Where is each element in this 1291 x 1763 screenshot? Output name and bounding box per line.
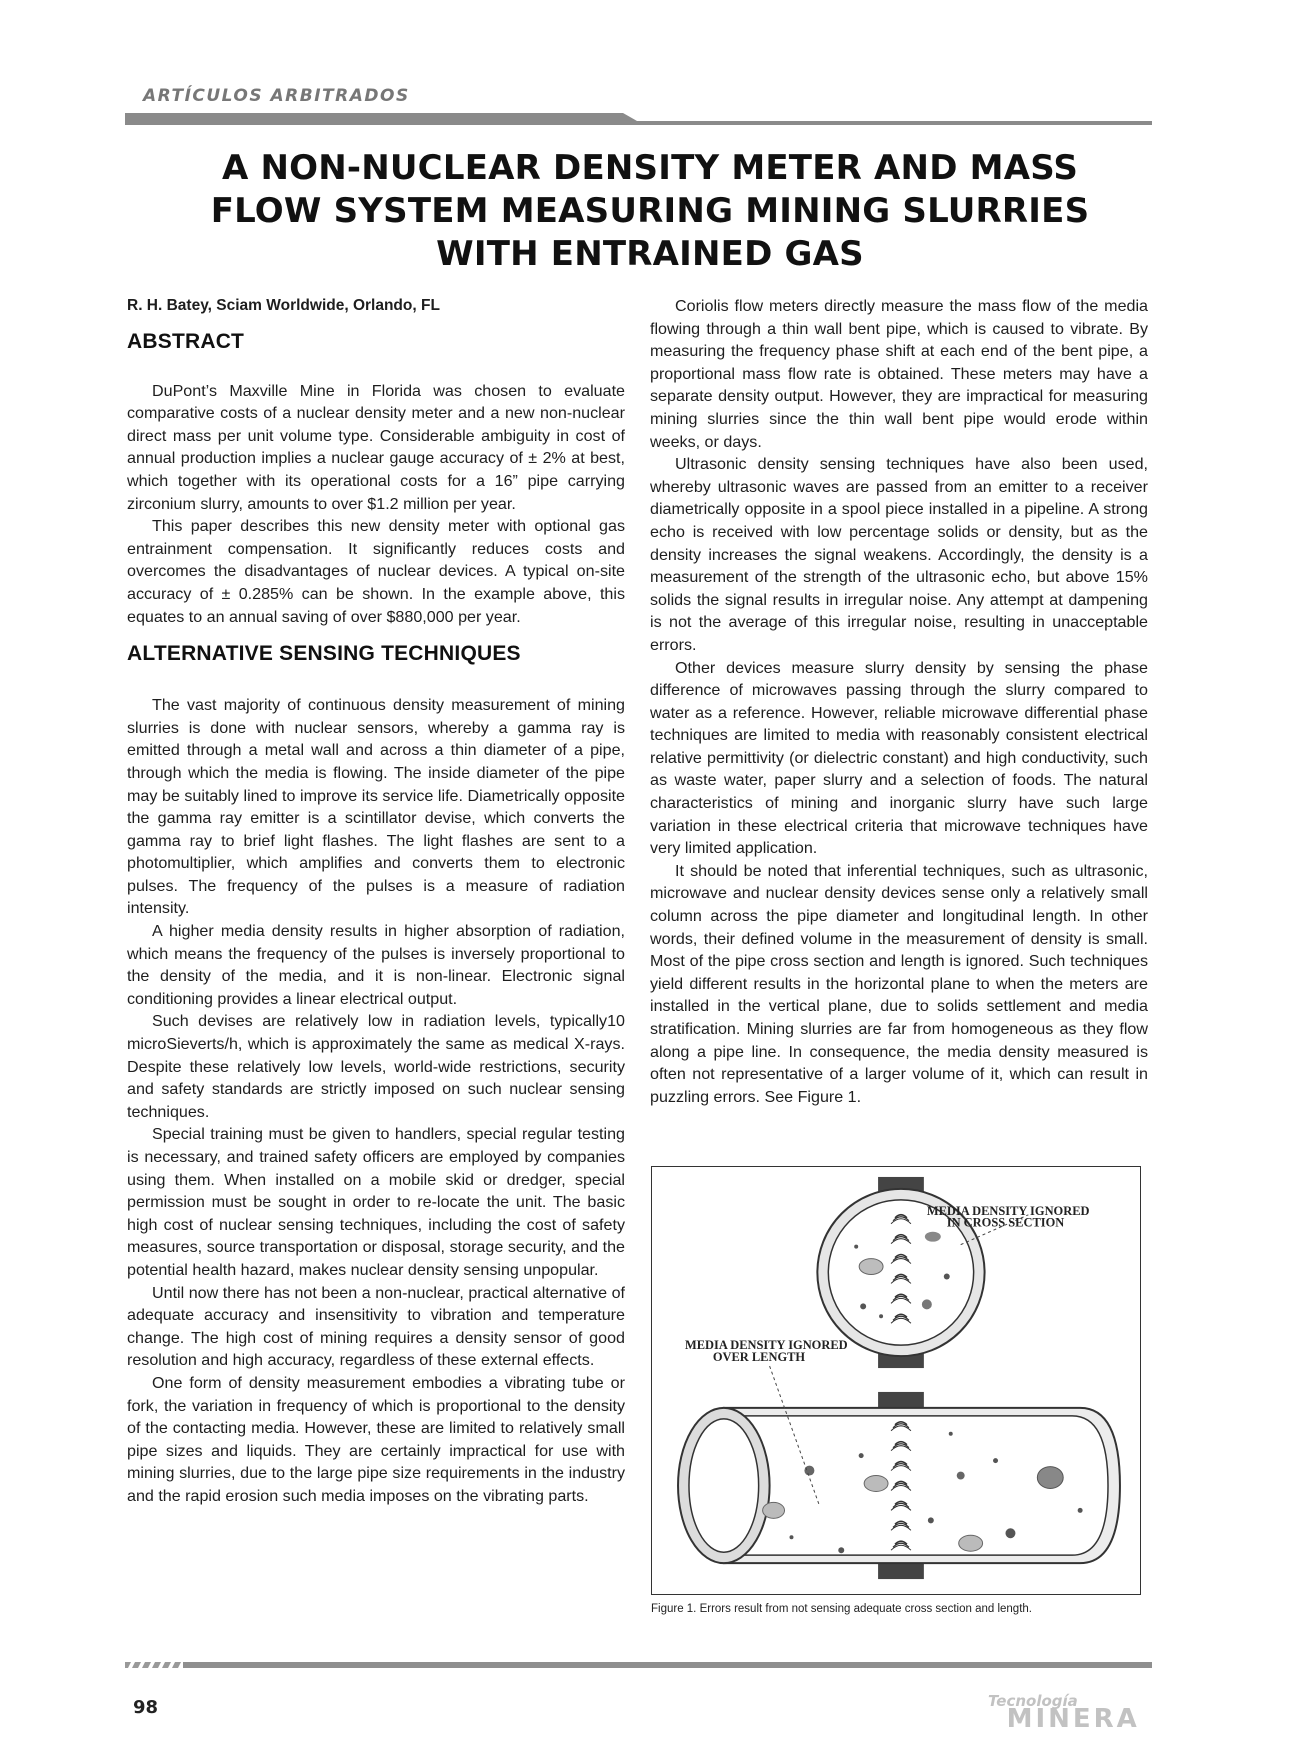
footer-rule <box>125 1660 1152 1670</box>
section-heading: ALTERNATIVE SENSING TECHNIQUES <box>127 642 521 666</box>
body-paragraph: The vast majority of continuous density measurement of mining slurries is done with nuclear sensors, whereby a gamma ray is emitted through a metal wall and across a thin diameter of a pipe, through which the media is flowing. The inside diameter of the pipe may be suitably lined to improve its service life. Diametrically opposite the gamma ray emitter is a scintillator devise, which converts the gamma ray to brief light flashes. The light flashes are sent to a photomultiplier, which amplifies and converts them to electronic pulses. The frequency of the pulses is a measure of radiation intensity. <box>127 696 625 918</box>
magazine-logo <box>988 1694 1140 1732</box>
body-paragraph: One form of density measurement embodies a vibrating tube or fork, the variation in frequency of which is proportional to the density of the contacting media. However, these are limited to relatively small pipe sizes and liquids. They are certainly impractical for use with mining slurries, due to the large pipe size requirements in the industry and the rapid erosion such media imposes on the vibrating parts. <box>127 1373 625 1505</box>
body-paragraph: Coriolis flow meters directly measure the mass flow of the media flowing through a thin wall bent pipe, which is caused to vibrate. By measuring the frequency phase shift at each end of the bent pipe, a proportional mass flow rate is obtained. These meters may have a separate density output. However, they are impractical for measuring mining slurries since the thin wall bent pipe would erode within weeks, or days. <box>650 297 1148 451</box>
byline: R. H. Batey, Sciam Worldwide, Orlando, FL <box>127 297 440 314</box>
body-paragraph: It should be noted that inferential techniques, such as ultrasonic, microwave and nuclear density devices sense only a relatively small column across the pipe diameter and longitudinal length. In other words, their defined volume in the measurement of density is small. Most of the pipe cross section and length is ignored. Such techniques yield different results in the horizontal plane to when the meters are installed in the vertical plane, due to solids settlement and media stratification. Mining slurries are far from homogeneous as they flow along a pipe line. In consequence, the media density measured is often not representative of a larger volume of it, which can result in puzzling errors. See Figure 1. <box>650 861 1148 1106</box>
figure-1 <box>651 1166 1141 1595</box>
article-title: A NON-NUCLEAR DENSITY METER AND MASS FLOW SYSTEM MEASURING MINING SLURRIES WITH ENTRAINED GAS <box>210 148 1090 274</box>
logo-text-bottom: MINERA <box>1006 1704 1140 1734</box>
body-paragraph: Other devices measure slurry density by sensing the phase difference of microwaves passing through the slurry compared to water as a reference. However, reliable microwave differential phase techniques are limited to media with reasonably consistent electrical relative permittivity (or dielectric constant) and high conductivity, such as waste water, paper slurry and a selection of foods. The natural characteristics of mining and inorganic slurry have such large variation in these electrical criteria that microwave techniques have very limited application. <box>650 658 1148 858</box>
abstract-paragraph: This paper describes this new density meter with optional gas entrainment compensation. It significantly reduces costs and overcomes the disadvantages of nuclear devices. A typical on-site accuracy of ± 0.285% can be shown. In the example above, this equates to an annual saving of over $880,000 per year. <box>127 517 625 626</box>
body-paragraph: Ultrasonic density sensing techniques have also been used, whereby ultrasonic waves are passed from an emitter to a receiver diametrically opposite in a spool piece installed in a pipeline. A strong echo is received with low percentage solids or density, but as the density increases the signal weakens. Accordingly, the density is a measurement of the strength of the ultrasonic echo, but above 15% solids the signal results in irregular noise. Any attempt at dampening is not the average of this irregular noise, resulting in unacceptable errors. <box>650 455 1148 654</box>
body-paragraph: Special training must be given to handlers, special regular testing is necessary, and trained safety officers are employed by companies using them. When installed on a mobile skid or dredger, special permission must be sought in order to re-locate the unit. The basic high cost of nuclear sensing techniques, including the cost of safety measures, source transportation or disposal, storage security, and the potential health hazard, makes nuclear density sensing unpopular. <box>127 1125 625 1279</box>
abstract-paragraph: DuPont’s Maxville Mine in Florida was chosen to evaluate comparative costs of a nuclear density meter and a new non-nuclear direct mass per unit volume type. Considerable ambiguity in cost of annual production implies a nuclear gauge accuracy of ± 2% at best, which together with its operational costs for a 16” pipe carrying zirconium slurry, amounts to over $1.2 million per year. <box>127 381 625 513</box>
left-column <box>127 295 625 1508</box>
body-paragraph: A higher media density results in higher absorption of radiation, which means the frequency of the pulses is inversely proportional to the density of the media, and it is non-linear. Electronic signal conditioning provides a linear electrical output. <box>127 922 625 1008</box>
body-paragraph: Until now there has not been a non-nuclear, practical alternative of adequate accuracy and insensitivity to vibration and temperature change. The high cost of mining requires a density sensor of good resolution and high accuracy, regardless of these external effects. <box>127 1283 625 1370</box>
label-length-line2: OVER LENGTH <box>712 1350 806 1365</box>
header-rule <box>125 113 1152 127</box>
body-paragraph: Such devises are relatively low in radiation levels, typically10 microSieverts/h, which is approximately the same as medical X-rays. Despite these relatively low levels, world-wide restrictions, security and safety standards are strictly imposed on such nuclear sensing techniques. <box>127 1012 625 1121</box>
label-cross-section-line1: MEDIA DENSITY IGNORED <box>926 1203 1090 1218</box>
figure-caption: Figure 1. Errors result from not sensing adequate cross section and length. <box>651 1603 1032 1615</box>
pipe-diagram <box>652 1167 1140 1594</box>
label-cross-section-line2: IN CROSS SECTION <box>946 1215 1065 1230</box>
abstract-heading: ABSTRACT <box>127 329 245 353</box>
page-number: 98 <box>133 1697 159 1718</box>
logo-text-top: Tecnología <box>988 1692 1078 1710</box>
label-length-line1: MEDIA DENSITY IGNORED <box>684 1338 848 1353</box>
section-label: ARTÍCULOS ARBITRADOS <box>143 86 410 106</box>
right-column <box>650 295 1148 1108</box>
longitudinal-view <box>678 1366 1120 1579</box>
